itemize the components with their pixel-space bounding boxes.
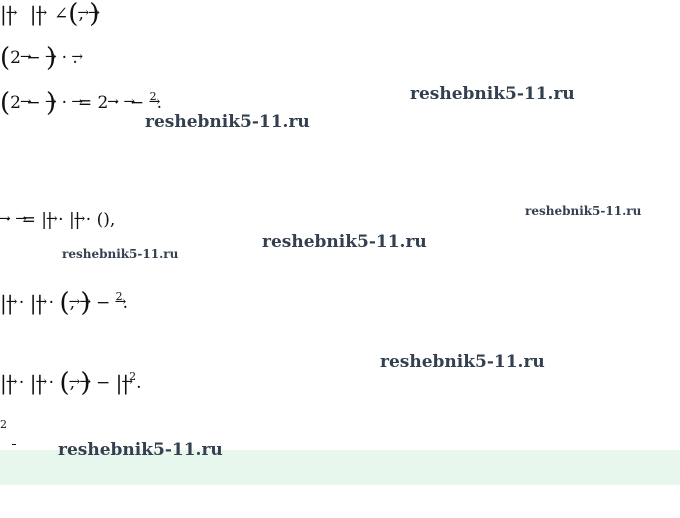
fraction xyxy=(12,444,16,445)
watermark: reshebnik5-11.ru xyxy=(62,247,179,261)
expansion-line: (2 − ) · = 2 · − $^2$. xyxy=(0,88,162,118)
watermark: reshebnik5-11.ru xyxy=(380,352,545,372)
task-line: (2 − ) · . xyxy=(0,43,78,73)
watermark: reshebnik5-11.ru xyxy=(525,204,642,218)
watermark: reshebnik5-11.ru xyxy=(410,84,575,104)
watermark: reshebnik5-11.ru xyxy=(262,232,427,252)
given-line: || || ∠(, ) xyxy=(0,0,100,29)
modulus-line: || · || · (, ) − $||^2$. xyxy=(0,368,142,398)
watermark: reshebnik5-11.ru xyxy=(145,112,310,132)
final-computation: 2 xyxy=(0,418,16,445)
dot-product-formula: · = || · || · (), xyxy=(0,210,116,230)
substitution-line: || · || · (, ) − $^2$. xyxy=(0,288,129,318)
watermark: reshebnik5-11.ru xyxy=(58,440,223,460)
